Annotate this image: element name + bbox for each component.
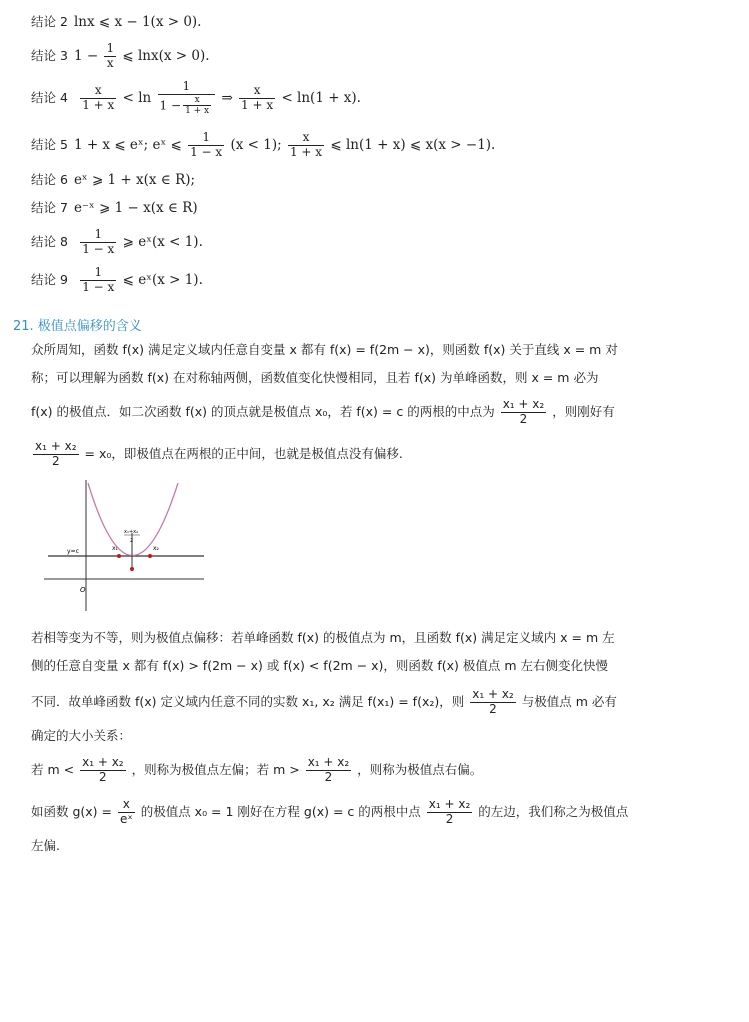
fraction xyxy=(118,798,135,827)
conclusion-label: 结论 8 xyxy=(31,233,68,249)
conclusion-label: 结论 5 xyxy=(31,136,68,152)
denominator: 2 xyxy=(324,769,333,784)
formula-text: (x < 1); xyxy=(230,136,282,153)
formula-text: ⩽ ln(1 + x) ⩽ x(x > −1). xyxy=(330,136,496,153)
denominator: 1 + x xyxy=(185,106,210,117)
numerator: x xyxy=(80,84,116,99)
numerator: x₁ + x₂ xyxy=(472,687,514,701)
text: 与极值点 m 必有 xyxy=(521,693,617,709)
root-point-x1 xyxy=(117,554,121,558)
para1-line3 xyxy=(31,398,696,427)
denominator: 1 − x xyxy=(82,241,115,256)
numerator: x₁ + x₂ xyxy=(82,755,124,769)
denominator: 2 xyxy=(445,811,454,826)
denominator: x xyxy=(106,55,114,70)
conclusion-7 xyxy=(31,202,198,216)
conclusion-4 xyxy=(31,80,361,116)
denominator: eˣ xyxy=(120,811,133,826)
numerator: x₁ + x₂ xyxy=(307,755,350,769)
conclusion-label: 结论 3 xyxy=(31,47,68,63)
numerator: 1 xyxy=(80,228,116,243)
conclusion-9 xyxy=(31,266,203,295)
conclusion-label: 结论 7 xyxy=(31,200,68,215)
para3-line xyxy=(31,756,696,785)
formula-text: 1 − xyxy=(73,47,99,64)
numerator: 1 xyxy=(106,41,115,55)
para4-line2: 左偏. xyxy=(31,838,60,853)
conclusion-body: lnx ⩽ x − 1(x > 0). xyxy=(73,14,202,30)
numerator: x xyxy=(183,95,211,106)
para1-line1: 众所周知，函数 f(x) 满足定义域内任意自变量 x 都有 f(x) = f(2m − x)，则函数 f(x) 关于直线 x = m 对 xyxy=(31,342,618,357)
para4-line1 xyxy=(31,798,696,827)
section-title: 21. 极值点偏移的含义 xyxy=(13,319,142,334)
numerator: x₁ + x₂ xyxy=(35,439,77,453)
numerator: x₁ + x₂ xyxy=(428,797,471,811)
text: ，则称为极值点左偏；若 m > xyxy=(131,761,300,777)
fraction xyxy=(33,440,79,469)
conclusion-label: 结论 4 xyxy=(31,89,68,105)
formula-text: 1 − xyxy=(159,98,182,113)
conclusion-2 xyxy=(31,16,201,30)
denominator: 2 xyxy=(519,411,528,426)
para1-line4 xyxy=(31,440,696,469)
para2-line2: 侧的任意自变量 x 都有 f(x) > f(2m − x) 或 f(x) < f(2m − x)，则函数 f(x) 极值点 m 左右侧变化快慢 xyxy=(31,658,609,673)
label-x1: x₁ xyxy=(112,545,118,552)
label-midpoint-den: 2 xyxy=(130,538,134,544)
denominator: 1 − x xyxy=(82,279,115,294)
parabola-curve xyxy=(88,483,178,556)
fraction xyxy=(104,42,116,71)
conclusion-label: 结论 9 xyxy=(31,271,68,287)
conclusion-3 xyxy=(31,42,210,71)
conclusion-8 xyxy=(31,228,203,257)
implies-symbol: ⇒ xyxy=(221,89,233,106)
fraction xyxy=(158,80,216,116)
fraction xyxy=(80,84,116,113)
label-midpoint-num: x₁+x₂ xyxy=(124,529,139,535)
denominator: 2 xyxy=(99,769,107,784)
vertex-point xyxy=(130,567,134,571)
formula-text: < ln xyxy=(122,89,152,106)
text: = x₀，即极值点在两根的正中间，也就是极值点没有偏移. xyxy=(84,445,403,461)
label-origin: O xyxy=(80,586,86,594)
label-x2: x₂ xyxy=(153,545,159,552)
fraction xyxy=(288,131,324,160)
fraction xyxy=(80,228,116,257)
text: 的左边，我们称之为极值点 xyxy=(478,803,629,819)
denominator xyxy=(158,95,216,117)
para2-line4: 确定的大小关系： xyxy=(31,728,132,743)
formula-text: 1 + x ⩽ eˣ; eˣ ⩽ xyxy=(73,136,182,153)
text: 的极值点 x₀ = 1 刚好在方程 g(x) = c 的两根中点 xyxy=(140,803,421,819)
fraction xyxy=(501,398,547,427)
numerator: 1 xyxy=(80,266,116,281)
denominator: 2 xyxy=(51,453,60,468)
parabola-figure xyxy=(44,478,209,613)
numerator: x xyxy=(118,798,135,813)
conclusion-label: 结论 2 xyxy=(31,14,68,29)
fraction xyxy=(80,266,116,295)
fraction xyxy=(80,756,126,785)
text: ，则称为极值点右偏。 xyxy=(357,761,483,777)
label-y-c: y=c xyxy=(67,548,79,555)
fraction xyxy=(427,798,473,827)
text: 不同．故单峰函数 f(x) 定义域内任意不同的实数 x₁, x₂ 满足 f(x₁) = f(x₂)，则 xyxy=(31,693,465,709)
numerator: x xyxy=(288,131,324,146)
numerator: x xyxy=(239,84,275,99)
numerator: 1 xyxy=(158,80,216,95)
formula-text: ⩾ eˣ(x < 1). xyxy=(122,233,203,250)
denominator: 1 + x xyxy=(289,144,323,159)
numerator: 1 xyxy=(188,131,224,146)
para1-line2: 称；可以理解为函数 f(x) 在对称轴两侧，函数值变化快慢相同，且若 f(x) 为单峰函数，则 x = m 必为 xyxy=(31,370,599,385)
formula-text: ⩽ lnx(x > 0). xyxy=(122,47,210,64)
text: 如函数 g(x) = xyxy=(31,803,113,819)
conclusion-label: 结论 6 xyxy=(31,172,68,187)
nested-fraction xyxy=(183,95,211,117)
denominator: 1 − x xyxy=(190,144,223,159)
formula-text: < ln(1 + x). xyxy=(281,89,361,106)
fraction xyxy=(470,688,516,717)
numerator: x₁ + x₂ xyxy=(502,397,545,411)
conclusion-6 xyxy=(31,174,195,188)
text: f(x) 的极值点．如二次函数 f(x) 的顶点就是极值点 x₀，若 f(x) = c 的两根的中点为 xyxy=(31,403,495,419)
denominator: 2 xyxy=(489,701,497,716)
formula-text: ⩽ eˣ(x > 1). xyxy=(122,271,203,288)
root-point-x2 xyxy=(148,554,152,558)
conclusion-body: eˣ ⩾ 1 + x(x ∈ R); xyxy=(73,172,196,188)
denominator: 1 + x xyxy=(241,97,274,112)
para2-line3 xyxy=(31,688,696,717)
text: 若 m < xyxy=(31,761,75,777)
fraction xyxy=(239,84,275,113)
conclusion-body: e⁻ˣ ⩾ 1 − x(x ∈ R) xyxy=(73,200,198,216)
fraction xyxy=(188,131,224,160)
text: ，则刚好有 xyxy=(552,403,615,419)
conclusion-5 xyxy=(31,131,495,160)
para2-line1: 若相等变为不等，则为极值点偏移：若单峰函数 f(x) 的极值点为 m，且函数 f(x) 满足定义域内 x = m 左 xyxy=(31,630,615,645)
denominator: 1 + x xyxy=(82,97,115,112)
fraction xyxy=(306,756,352,785)
